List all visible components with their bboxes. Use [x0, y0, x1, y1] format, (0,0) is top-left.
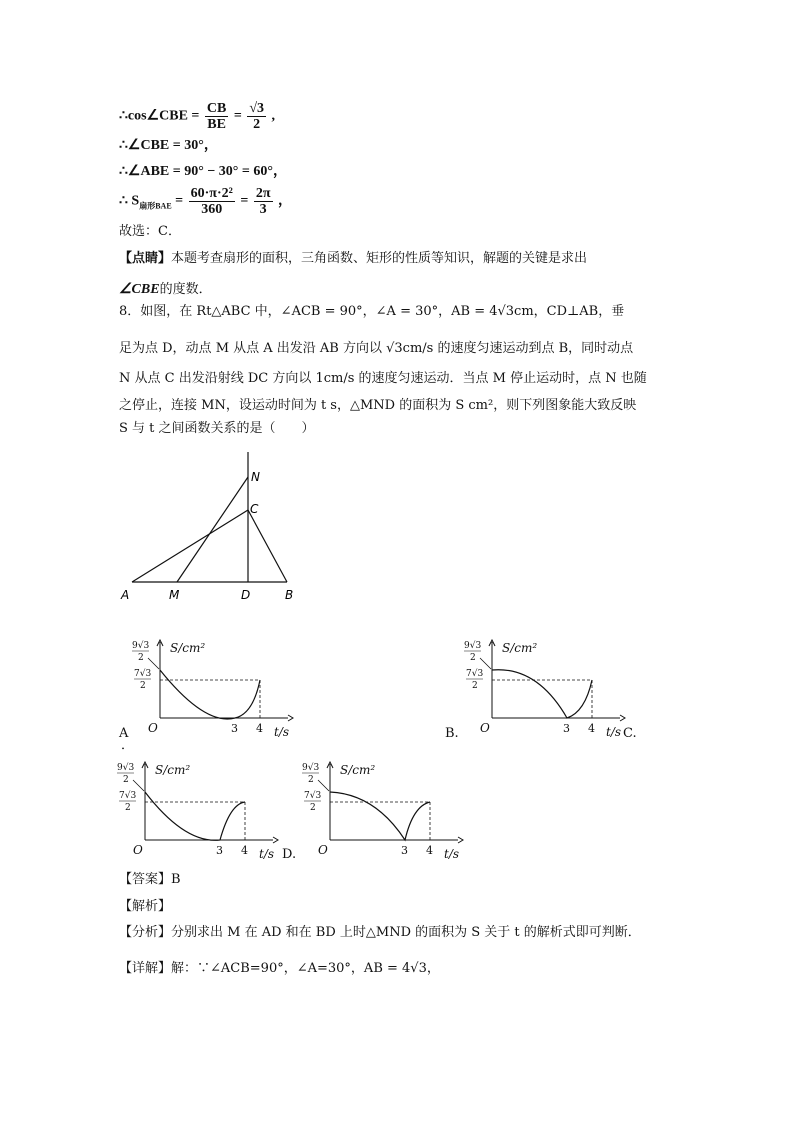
- x-axis-arrow: [620, 715, 625, 721]
- comment-line-2: ∠CBE的度数．: [119, 282, 212, 297]
- y-label-mid-den: 2: [140, 681, 146, 691]
- pointer-arrow: [480, 658, 491, 669]
- y-label-mid-den: 2: [472, 681, 478, 691]
- triangle-figure: [115, 450, 305, 605]
- tick-4: 4: [588, 722, 595, 735]
- option-label-A: A: [119, 726, 129, 741]
- answer-line: 【答案】B: [119, 872, 181, 887]
- y-label-mid-den: 2: [125, 803, 131, 813]
- option-label-C: C.: [623, 726, 637, 741]
- detail-line: 【详解】解：∵∠ACB=90°，∠A=30°，AB = 4√3，: [119, 961, 440, 976]
- cos-line: ∴cos∠CBE = $\frac{CB}{BE}$ = $\frac{√3}{2}$ ,: [119, 101, 276, 132]
- graph-curve: [492, 670, 592, 718]
- y-axis-label: S/cm²: [170, 641, 206, 655]
- x-axis-arrow: [288, 715, 293, 721]
- graph-curve: [330, 792, 430, 840]
- question-line-3: N 从点 C 出发沿射线 DC 方向以 1cm/s 的速度匀速运动．当点 M 停止运动时，点 N 也随: [119, 371, 647, 386]
- tick-3: 3: [216, 844, 223, 857]
- y-label-top-den: 2: [138, 653, 144, 663]
- y-axis-label: S/cm²: [502, 641, 538, 655]
- question-line-5: S 与 t 之间函数关系的是（ ）: [119, 421, 315, 436]
- pointer-arrow: [318, 780, 329, 791]
- x-axis-label: t/s: [606, 725, 622, 739]
- origin-label: O: [148, 721, 158, 735]
- label-D: D: [241, 588, 251, 602]
- graph-option-D: [300, 758, 465, 863]
- analysis-tag: 【解析】: [119, 899, 172, 914]
- x-axis-label: t/s: [259, 847, 275, 861]
- tick-4: 4: [256, 722, 263, 735]
- y-label-top-num: 9√3: [302, 763, 320, 773]
- y-label-top-den: 2: [123, 775, 129, 785]
- x-axis-arrow: [273, 837, 278, 843]
- y-label-top-num: 9√3: [464, 641, 482, 651]
- label-A: A: [121, 588, 130, 602]
- tick-3: 3: [563, 722, 570, 735]
- pointer-arrow: [148, 658, 159, 669]
- question-line-4: 之停止，连接 MN，设运动时间为 t s，△MND 的面积为 S cm²，则下列图象能大致反映: [119, 398, 637, 413]
- y-label-mid-num: 7√3: [304, 791, 322, 801]
- label-B: B: [285, 588, 294, 602]
- question-line-1: 8．如图，在 Rt△ABC 中，∠ACB = 90°，∠A = 30°，AB = 4√3cm，CD⊥AB，垂: [119, 304, 625, 319]
- x-axis-label: t/s: [444, 847, 460, 861]
- choose-line: 故选：C．: [119, 224, 181, 239]
- cbe-line: ∴∠CBE = 30°，: [119, 138, 218, 153]
- option-label-D: D.: [282, 847, 297, 862]
- y-axis-label: S/cm²: [155, 763, 191, 777]
- label-C: C: [250, 502, 259, 516]
- tick-4: 4: [241, 844, 248, 857]
- y-label-top-num: 9√3: [117, 763, 135, 773]
- tick-3: 3: [231, 722, 238, 735]
- label-M: M: [169, 588, 180, 602]
- origin-label: O: [133, 843, 143, 857]
- origin-label: O: [318, 843, 328, 857]
- y-label-mid-den: 2: [310, 803, 316, 813]
- y-label-mid-num: 7√3: [134, 669, 152, 679]
- option-label-B: B.: [445, 726, 459, 741]
- question-line-2: 足为点 D，动点 M 从点 A 出发沿 AB 方向以 √3cm/s 的速度匀速运动到点 B，同时动点: [119, 341, 634, 356]
- pointer-arrow: [133, 780, 144, 791]
- graph-curve: [160, 670, 260, 719]
- x-axis-arrow: [458, 837, 463, 843]
- label-N: N: [251, 470, 260, 484]
- graph-curve: [145, 792, 245, 840]
- origin-label: O: [480, 721, 490, 735]
- y-label-mid-num: 7√3: [119, 791, 137, 801]
- y-label-top-den: 2: [470, 653, 476, 663]
- abe-line: ∴∠ABE = 90° − 30° = 60°，: [119, 164, 287, 179]
- y-label-top-num: 9√3: [132, 641, 150, 651]
- tick-4: 4: [426, 844, 433, 857]
- graph-option-C: [115, 758, 280, 863]
- analysis-line: 【分析】分别求出 M 在 AD 和在 BD 上时△MND 的面积为 S 关于 t 的解析式即可判断．: [119, 925, 641, 940]
- y-label-mid-num: 7√3: [466, 669, 484, 679]
- graph-option-A: [130, 636, 295, 741]
- tick-3: 3: [401, 844, 408, 857]
- graph-option-B: [462, 636, 627, 741]
- y-axis-label: S/cm²: [340, 763, 376, 777]
- sector-area-line: ∴ $S_{扇形BAE}$ = $\frac{\text{60·π·2²}}{360}$ = $\frac{2\pi}{3}$ ，: [119, 186, 293, 217]
- comment-line: 【点睛】本题考查扇形的面积，三角函数、矩形的性质等知识，解题的关键是求出: [119, 251, 588, 266]
- option-A-dot: ．: [121, 738, 135, 753]
- y-label-top-den: 2: [308, 775, 314, 785]
- x-axis-label: t/s: [274, 725, 290, 739]
